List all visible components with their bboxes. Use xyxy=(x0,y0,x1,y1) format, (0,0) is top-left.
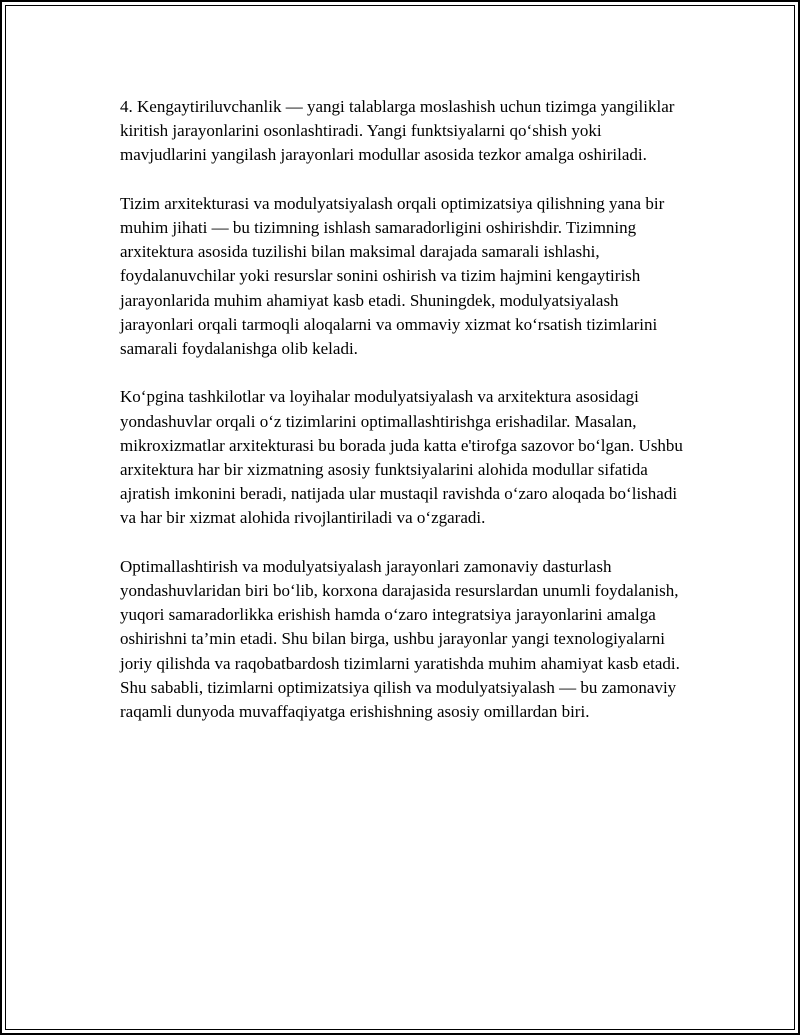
paragraph-performance: Tizim arxitekturasi va modulyatsiyalash orqali optimizatsiya qilishning yana bir muhim jihati — bu tizimning ishlash samaradorligini oshirishdir. Tizimning arxitektura asosida tuzilishi bilan maksimal darajada samarali ishlashi, foydalanuvchilar yoki resurslar sonini oshirish va tizim hajmini kengaytirish jarayonlarida muhim ahamiyat kasb etadi. Shuningdek, modulyatsiyalash jarayonlari orqali tarmoqli aloqalarni va ommaviy xizmat ko‘rsatish tizimlarini samarali foydalanishga olib keladi. xyxy=(120,193,665,359)
paragraph-microservices: Ko‘pgina tashkilotlar va loyihalar modulyatsiyalash va arxitektura asosidagi yondashuvlar orqali o‘z tizimlarini optimallashtirishga erishadilar. Masalan, mikroxizmatlar arxitekturasi bu borada juda katta e'tirofga sazovor bo‘lgan. Ushbu arxitektura har bir xizmatning asosiy funktsiyalarini alohida modullar sifatida ajratish imkonini beradi, natijada ular mustaqil ravishda o‘zaro aloqada bo‘lishadi va har bir xizmat alohida rivojlantiriladi va o‘zgaradi. xyxy=(120,387,683,528)
document-body xyxy=(120,95,690,748)
paragraph-extensibility: 4. Kengaytiriluvchanlik — yangi talablarga moslashish uchun tizimga yangiliklar kiritish jarayonlarini osonlashtiradi. Yangi funktsiyalarni qo‘shish yoki mavjudlarini yangilash jarayonlari modullar asosida tezkor amalga oshiriladi. xyxy=(120,97,675,165)
paragraph-conclusion: Optimallashtirish va modulyatsiyalash jarayonlari zamonaviy dasturlash yondashuvlaridan biri bo‘lib, korxona darajasida resurslardan unumli foydalanish, yuqori samaradorlikka erishish hamda o‘zaro integratsiya jarayonlarini amalga oshirishni ta’min etadi. Shu bilan birga, ushbu jarayonlar yangi texnologiyalarni joriy qilishda va raqobatbardosh tizimlarni yaratishda muhim ahamiyat kasb etadi. Shu sababli, tizimlarni optimizatsiya qilish va modulyatsiyalash — bu zamonaviy raqamli dunyoda muvaffaqiyatga erishishning asosiy omillardan biri. xyxy=(120,556,680,722)
